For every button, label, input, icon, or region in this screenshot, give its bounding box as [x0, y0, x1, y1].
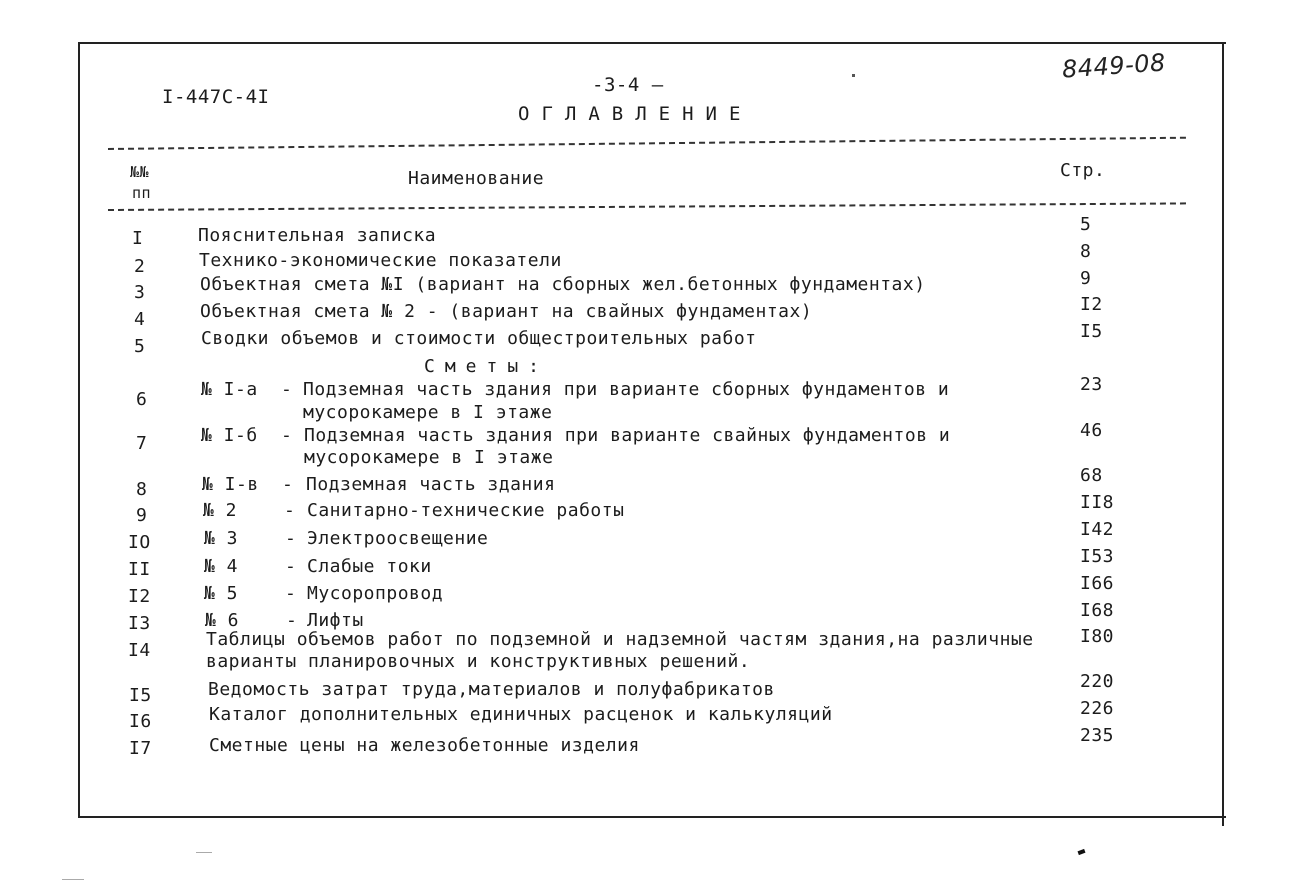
scan-speck: [196, 852, 212, 853]
entry-title: Электроосвещение: [307, 528, 489, 549]
entry-title: Подземная часть здания при варианте свайных фундаментов и: [304, 425, 951, 446]
estimate-number: № 3: [204, 528, 239, 549]
scan-speck: [1078, 849, 1086, 855]
estimate-number: № 6: [205, 610, 240, 631]
entry-number: 7: [136, 433, 148, 454]
page-marker: -3-4 —: [592, 74, 664, 96]
entry-dash: -: [286, 610, 298, 631]
entry-title: Пояснительная записка: [198, 225, 437, 246]
entry-page-number: 220: [1080, 671, 1115, 692]
entry-title: Подземная часть здания: [306, 474, 556, 495]
estimate-number: № 4: [204, 556, 239, 577]
entry-number: I3: [128, 613, 151, 634]
entry-number: I5: [129, 685, 152, 706]
entry-number: 6: [136, 389, 148, 410]
entry-number: 3: [134, 282, 146, 303]
entry-page-number: I53: [1080, 546, 1115, 567]
entry-page-number: I80: [1080, 626, 1115, 647]
entry-page-number: 23: [1080, 374, 1103, 395]
entry-title: Таблицы объемов работ по подземной и надземной частям здания,на различные: [206, 629, 1034, 650]
column-header-number-sub: пп: [132, 184, 152, 202]
entry-number: I7: [129, 738, 152, 759]
entry-number: II: [128, 559, 151, 580]
entry-page-number: 226: [1080, 698, 1115, 719]
entry-dash: -: [281, 379, 293, 400]
column-header-page: Стр.: [1060, 160, 1106, 181]
entry-dash: -: [285, 528, 297, 549]
handwritten-archive-number: 8449-08: [1061, 48, 1167, 84]
entry-page-number: I68: [1080, 600, 1115, 621]
entry-title: Подземная часть здания при варианте сборных фундаментов и: [303, 379, 950, 400]
estimate-number: № 5: [204, 583, 239, 604]
entry-title: Объектная смета №I (вариант на сборных жел.бетонных фундаментах): [200, 274, 926, 295]
entry-page-number: II8: [1080, 492, 1115, 513]
entry-title: Сметные цены на железобетонные изделия: [209, 735, 640, 756]
entry-page-number: I66: [1080, 573, 1115, 594]
entry-number: 9: [136, 505, 148, 526]
estimate-number: № I-б: [201, 425, 258, 446]
entry-title-continued: варианты планировочных и конструктивных решений.: [206, 651, 751, 672]
estimate-number: № I-а: [201, 379, 258, 400]
page-title: ОГЛАВЛЕНИЕ: [518, 103, 753, 125]
entry-dash: -: [281, 425, 293, 446]
entry-title-continued: мусорокамере в I этаже: [304, 447, 554, 468]
entry-page-number: I2: [1080, 294, 1103, 315]
estimate-number: № 2: [203, 500, 238, 521]
entry-number: I2: [128, 586, 151, 607]
estimates-section-label: Сметы:: [424, 356, 550, 377]
entry-title-continued: мусорокамере в I этаже: [303, 402, 553, 423]
scan-speck: [62, 879, 84, 880]
entry-page-number: 68: [1080, 465, 1103, 486]
entry-dash: -: [285, 583, 297, 604]
entry-title: Слабые токи: [307, 556, 432, 577]
scan-speck: [852, 74, 855, 77]
entry-page-number: I42: [1080, 519, 1115, 540]
entry-page-number: 9: [1080, 268, 1092, 289]
entry-dash: -: [282, 474, 294, 495]
entry-page-number: 235: [1080, 725, 1115, 746]
entry-number: 2: [134, 256, 146, 277]
entry-title: Технико-экономические показатели: [199, 250, 562, 271]
column-header-name: Наименование: [408, 168, 545, 189]
entry-page-number: 5: [1080, 214, 1092, 235]
entry-page-number: 46: [1080, 420, 1103, 441]
document-frame-right-edge: [1222, 42, 1224, 826]
entry-number: 8: [136, 479, 148, 500]
entry-title: Мусоропровод: [307, 583, 444, 604]
entry-number: 5: [134, 336, 146, 357]
estimate-number: № I-в: [202, 474, 259, 495]
entry-title: Санитарно-технические работы: [307, 500, 625, 521]
entry-dash: -: [284, 500, 296, 521]
entry-page-number: I5: [1080, 321, 1103, 342]
entry-number: I: [132, 228, 144, 249]
entry-number: IO: [128, 532, 151, 553]
entry-title: Сводки объемов и стоимости общестроительных работ: [201, 328, 757, 349]
entry-title: Ведомость затрат труда,материалов и полуфабрикатов: [208, 679, 775, 700]
entry-number: 4: [134, 309, 146, 330]
entry-page-number: 8: [1080, 241, 1092, 262]
document-code: I-447C-4I: [162, 86, 270, 108]
entry-number: I6: [129, 711, 152, 732]
entry-title: Каталог дополнительных единичных расценок и калькуляций: [209, 704, 833, 725]
entry-title: Объектная смета № 2 - (вариант на свайных фундаментах): [200, 301, 813, 322]
column-header-number: №№: [130, 163, 150, 181]
entry-number: I4: [128, 640, 151, 661]
entry-dash: -: [285, 556, 297, 577]
entry-title: Лифты: [307, 610, 364, 631]
